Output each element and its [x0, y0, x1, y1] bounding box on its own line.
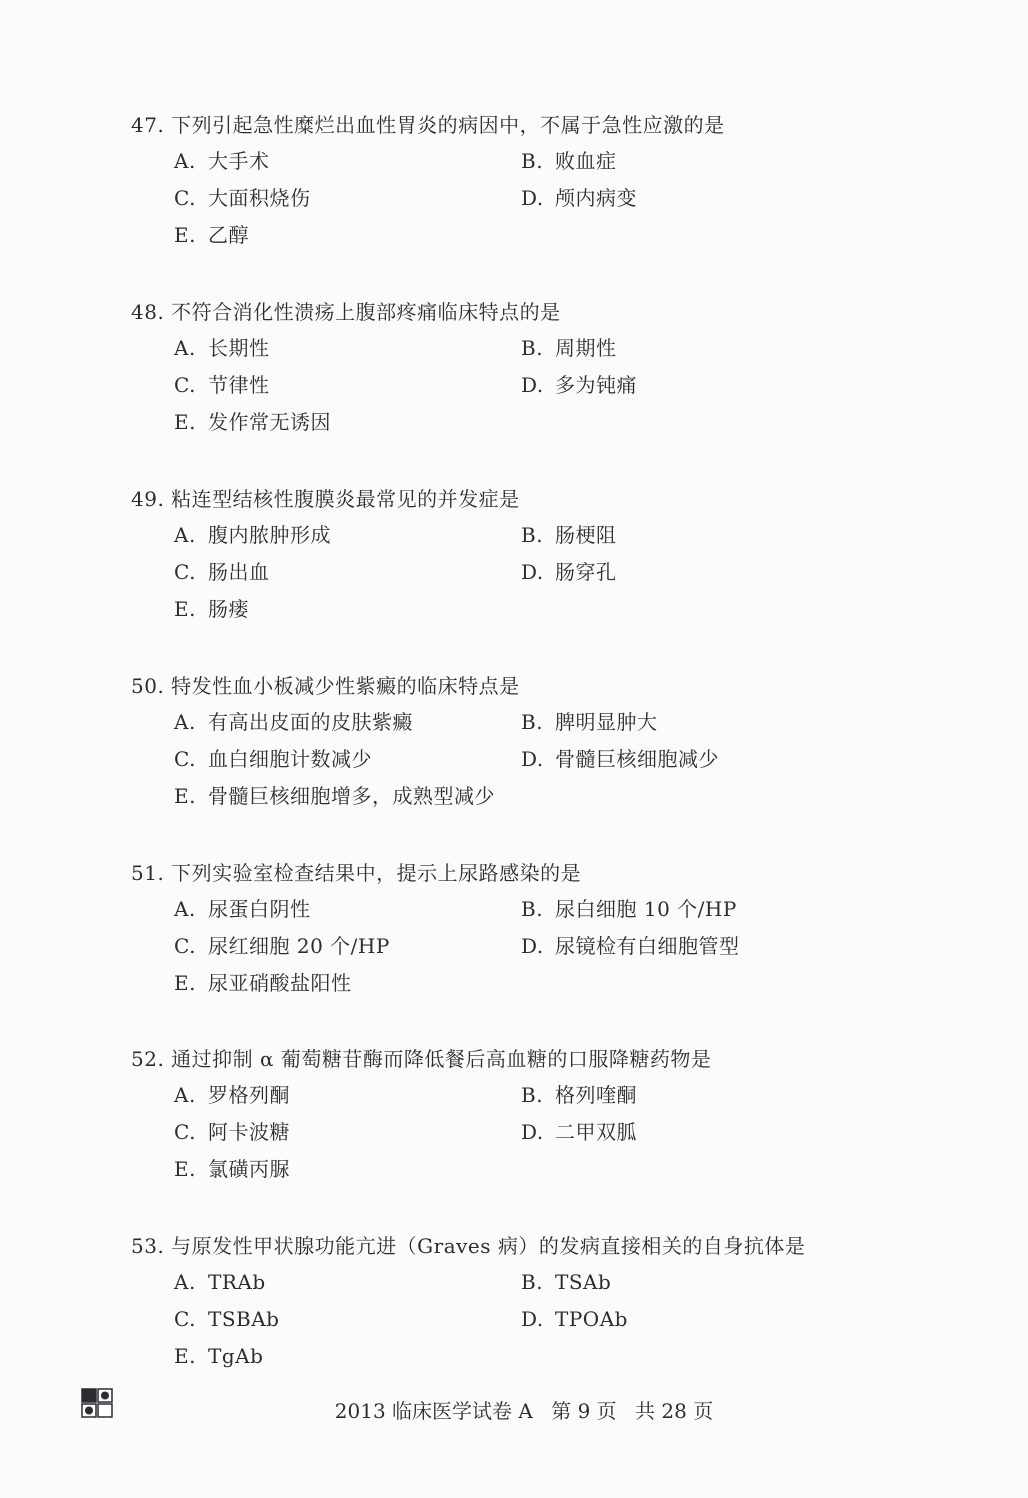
option-b[interactable]: B. 败血症	[521, 149, 617, 173]
option-d[interactable]: D. 多为钝痛	[521, 373, 637, 397]
option-e[interactable]: E. 尿亚硝酸盐阳性	[174, 971, 352, 995]
option-b[interactable]: B. 尿白细胞 10 个/HP	[521, 897, 737, 921]
option-d[interactable]: D. 骨髓巨核细胞减少	[521, 747, 719, 771]
question-stem: 49. 粘连型结核性腹膜炎最常见的并发症是	[131, 487, 520, 511]
exam-title: 2013 临床医学试卷 A	[334, 1399, 533, 1423]
question-stem: 47. 下列引起急性糜烂出血性胃炎的病因中，不属于急性应激的是	[131, 113, 725, 137]
question-53	[0, 1232, 1028, 1392]
option-e[interactable]: E. 乙醇	[174, 223, 249, 247]
option-b[interactable]: B. 脾明显肿大	[521, 710, 658, 734]
question-51	[0, 859, 1028, 1019]
option-b[interactable]: B. TSAb	[521, 1270, 612, 1294]
page-footer	[0, 1397, 1028, 1425]
question-stem: 50. 特发性血小板减少性紫癜的临床特点是	[131, 674, 520, 698]
option-a[interactable]: A. 尿蛋白阴性	[174, 897, 311, 921]
option-c[interactable]: C. 肠出血	[174, 560, 270, 584]
option-a[interactable]: A. 大手术	[174, 149, 270, 173]
option-c[interactable]: C. 节律性	[174, 373, 270, 397]
option-e[interactable]: E. 氯磺丙脲	[174, 1157, 290, 1181]
option-d[interactable]: D. 二甲双胍	[521, 1120, 637, 1144]
question-47	[0, 111, 1028, 271]
page-total: 共 28 页	[635, 1399, 714, 1423]
option-c[interactable]: C. 尿红细胞 20 个/HP	[174, 934, 390, 958]
option-e[interactable]: E. TgAb	[174, 1344, 264, 1368]
option-b[interactable]: B. 肠梗阻	[521, 523, 617, 547]
question-49	[0, 485, 1028, 645]
option-c[interactable]: C. 血白细胞计数减少	[174, 747, 372, 771]
option-a[interactable]: A. 有高出皮面的皮肤紫癜	[174, 710, 413, 734]
question-stem: 53. 与原发性甲状腺功能亢进（Graves 病）的发病直接相关的自身抗体是	[131, 1234, 806, 1258]
option-c[interactable]: C. 大面积烧伤	[174, 186, 311, 210]
page-number: 第 9 页	[551, 1399, 617, 1423]
option-d[interactable]: D. 肠穿孔	[521, 560, 617, 584]
option-c[interactable]: C. TSBAb	[174, 1307, 280, 1331]
option-e[interactable]: E. 骨髓巨核细胞增多，成熟型减少	[174, 784, 495, 808]
option-c[interactable]: C. 阿卡波糖	[174, 1120, 290, 1144]
option-a[interactable]: A. 腹内脓肿形成	[174, 523, 331, 547]
option-d[interactable]: D. 颅内病变	[521, 186, 637, 210]
option-a[interactable]: A. 长期性	[174, 336, 270, 360]
option-b[interactable]: B. 周期性	[521, 336, 617, 360]
option-a[interactable]: A. 罗格列酮	[174, 1083, 290, 1107]
option-b[interactable]: B. 格列喹酮	[521, 1083, 637, 1107]
question-stem: 52. 通过抑制 α 葡萄糖苷酶而降低餐后高血糖的口服降糖药物是	[131, 1047, 712, 1071]
option-e[interactable]: E. 发作常无诱因	[174, 410, 331, 434]
question-52	[0, 1045, 1028, 1205]
option-a[interactable]: A. TRAb	[174, 1270, 266, 1294]
question-stem: 48. 不符合消化性溃疡上腹部疼痛临床特点的是	[131, 300, 561, 324]
option-e[interactable]: E. 肠瘘	[174, 597, 249, 621]
question-48	[0, 298, 1028, 458]
option-d[interactable]: D. 尿镜检有白细胞管型	[521, 934, 740, 958]
option-d[interactable]: D. TPOAb	[521, 1307, 628, 1331]
question-50	[0, 672, 1028, 832]
question-stem: 51. 下列实验室检查结果中，提示上尿路感染的是	[131, 861, 582, 885]
